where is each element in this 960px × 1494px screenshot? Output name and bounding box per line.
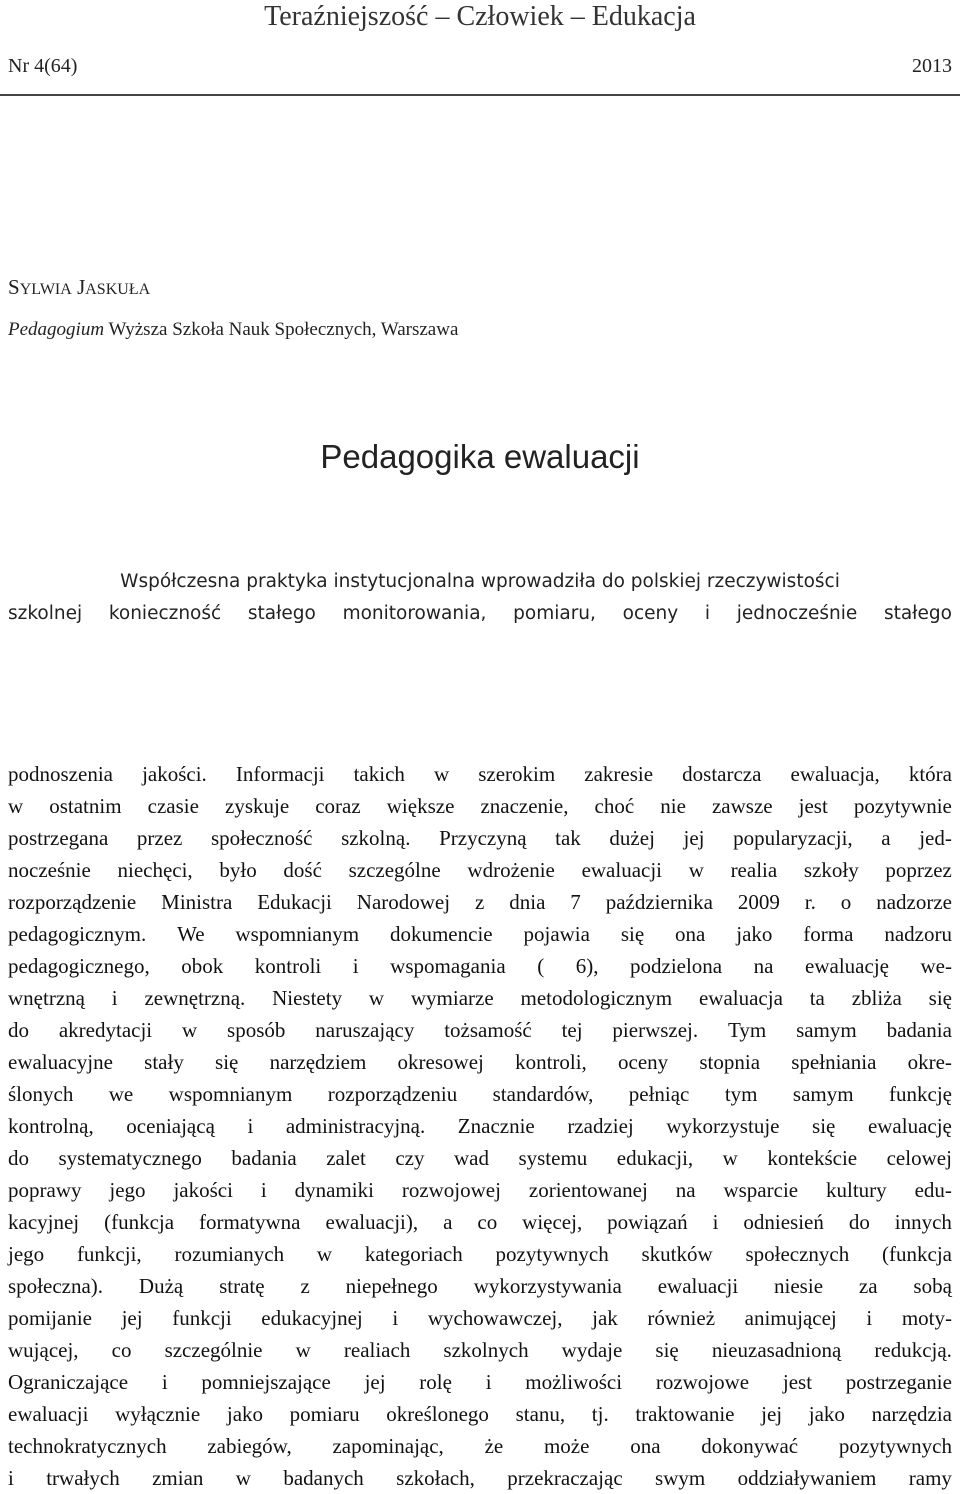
body-line: pedagogicznego, obok kontroli i wspomagania ( 6), podzielona na ewaluację we- <box>8 954 952 978</box>
body-line: rozporządzenie Ministra Edukacji Narodowej z dnia 7 października 2009 r. o nadzorze <box>8 890 952 914</box>
body-line: w ostatnim czasie zyskuje coraz większe znaczenie, choć nie zawsze jest pozytywnie <box>8 794 952 818</box>
issue-year: 2013 <box>912 55 952 77</box>
author-affiliation <box>8 316 458 344</box>
affiliation-italic: Pedagogium <box>8 319 105 340</box>
author-last-rest: ASKUŁA <box>85 281 151 298</box>
issue-header <box>8 52 952 80</box>
body-line: do systematycznego badania zalet czy wad systemu edukacji, w kontekście celowej <box>8 1146 952 1170</box>
body-line: wnętrzną i zewnętrzną. Niestety w wymiarze metodologicznym ewaluacja ta zbliża się <box>8 986 952 1010</box>
body-text <box>8 758 952 1494</box>
body-line: Ograniczające i pomniejszające jej rolę i możliwości rozwojowe jest postrzeganie <box>8 1370 952 1394</box>
body-line: jego funkcji, rozumianych w kategoriach pozytywnych skutków społecznych (funkcja <box>8 1242 952 1266</box>
body-line: wującej, co szczególnie w realiach szkolnych wydaje się nieuzasadnioną redukcją. <box>8 1338 952 1362</box>
body-line: społeczna). Dużą stratę z niepełnego wykorzystywania ewaluacji niesie za sobą <box>8 1274 952 1298</box>
body-line: nocześnie niechęci, było dość szczególne wdrożenie ewaluacji w realia szkoły poprzez <box>8 858 952 882</box>
header-divider <box>0 94 960 96</box>
body-line: postrzegana przez społeczność szkolną. Przyczyną tak dużej jej popularyzacji, a jed- <box>8 826 952 850</box>
body-line: ewaluacyjne stały się narzędziem okresowej kontroli, oceny stopnia spełniania okre- <box>8 1050 952 1074</box>
body-line: poprawy jego jakości i dynamiki rozwojowej zorientowanej na wsparcie kultury edu- <box>8 1178 952 1202</box>
article-title: Pedagogika ewaluacji <box>320 438 640 475</box>
body-line: pedagogicznym. We wspomnianym dokumencie pojawia się ona jako forma nadzoru <box>8 922 952 946</box>
body-line: do akredytacji w sposób naruszający tożsamość tej pierwszej. Tym samym badania <box>8 1018 952 1042</box>
body-line: kacyjnej (funkcja formatywna ewaluacji), a co więcej, powiązań i odniesień do innych <box>8 1210 952 1234</box>
body-line: pomijanie jej funkcji edukacyjnej i wychowawczej, jak również animującej i moty- <box>8 1306 952 1330</box>
abstract-line: Współczesna praktyka instytucjonalna wprowadziła do polskiej rzeczywistości <box>120 571 840 592</box>
body-line: podnoszenia jakości. Informacji takich w szerokim zakresie dostarcza ewaluacja, która <box>8 762 952 786</box>
body-line: ewaluacji wyłącznie jako pomiaru określonego stanu, tj. traktowanie jej jako narzędzia <box>8 1402 952 1426</box>
author-first-initial: S <box>8 275 20 299</box>
body-line: ślonych we wspomnianym rozporządzeniu standardów, pełniąc tym samym funkcję <box>8 1082 952 1106</box>
body-line: kontrolną, oceniającą i administracyjną. Znacznie rzadziej wykorzystuje się ewaluację <box>8 1114 952 1138</box>
abstract <box>8 566 952 630</box>
affiliation-rest: Wyższa Szkoła Nauk Społecznych, Warszawa <box>104 319 459 340</box>
body-line: technokratycznych zabiegów, zapominając, że może ona dokonywać pozytywnych <box>8 1434 952 1458</box>
body-line: i trwałych zmian w badanych szkołach, przekraczając swym oddziaływaniem ramy <box>8 1466 952 1490</box>
author-last-initial: J <box>77 275 86 299</box>
abstract-line: szkolnej konieczność stałego monitorowania, pomiaru, oceny i jednocześnie stałego <box>8 603 952 624</box>
author-first-rest: YLWIA <box>19 281 72 298</box>
author-name <box>8 272 150 305</box>
journal-title: Teraźniejszość – Człowiek – Edukacja <box>264 1 696 32</box>
issue-number: Nr 4(64) <box>8 55 78 77</box>
